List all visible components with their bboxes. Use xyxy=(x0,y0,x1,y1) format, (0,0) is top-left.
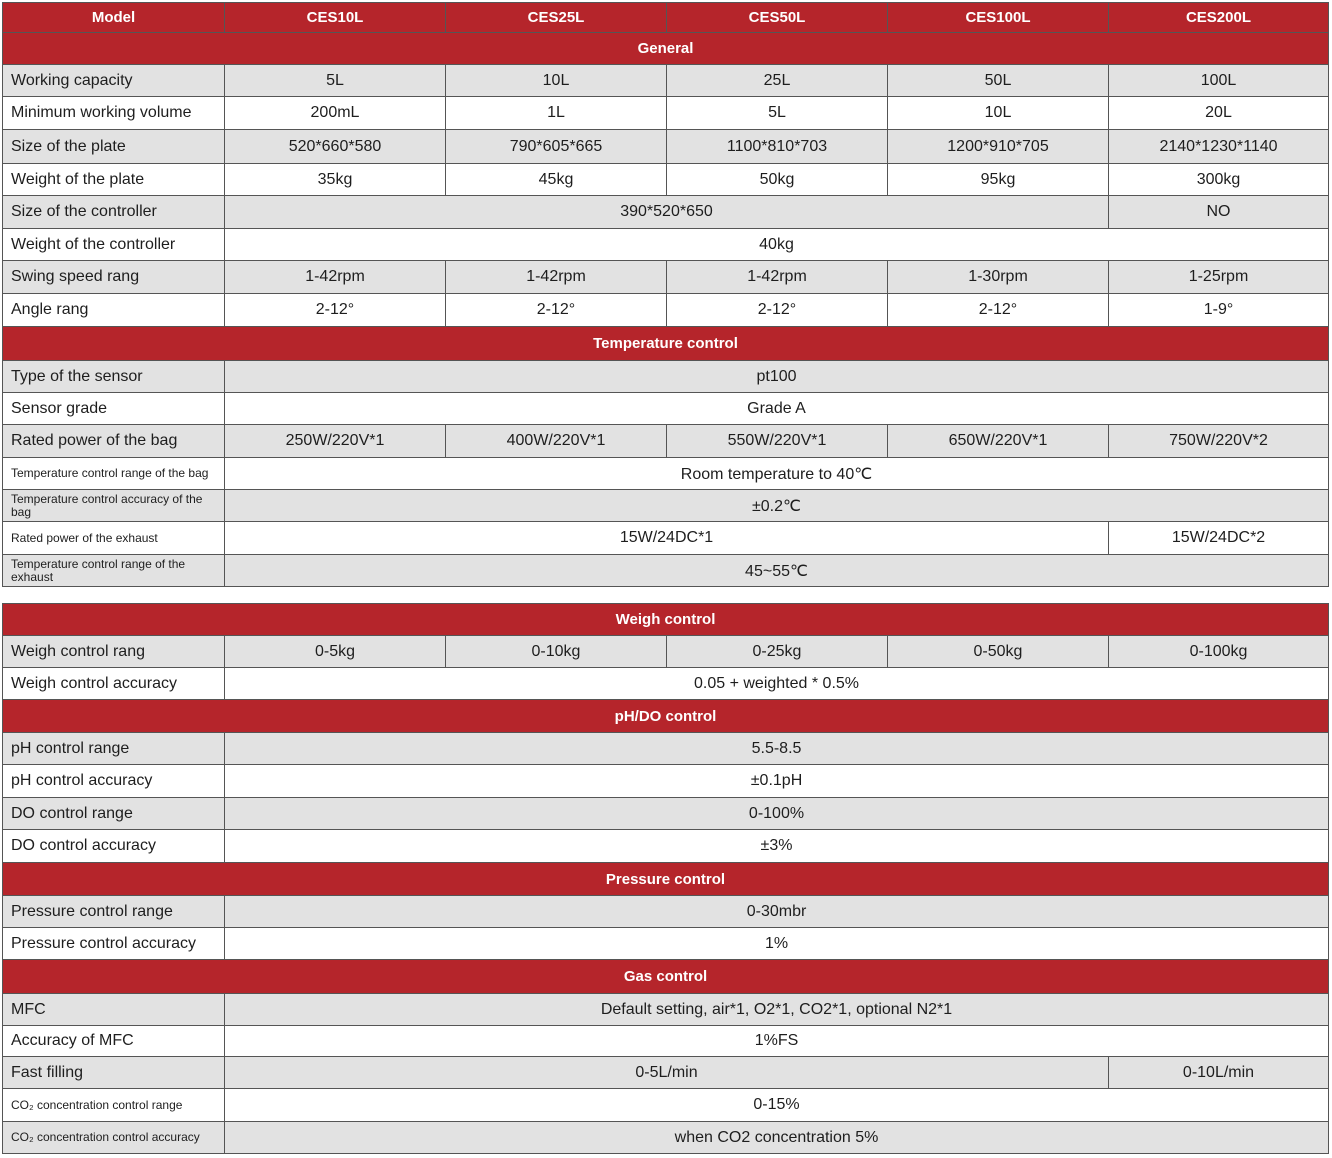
model-header-ces10l: CES10L xyxy=(225,3,446,33)
cell-value: 10L xyxy=(446,65,667,97)
row-label: CO₂ concentration control range xyxy=(3,1089,225,1122)
cell-value: 0-100% xyxy=(225,798,1329,830)
table-row xyxy=(3,196,1329,229)
cell-value: 750W/220V*2 xyxy=(1109,425,1329,458)
row-label: MFC xyxy=(3,994,225,1026)
cell-value: 0-15% xyxy=(225,1089,1329,1122)
cell-value: 20L xyxy=(1109,97,1329,130)
cell-value: NO xyxy=(1109,196,1329,229)
cell-value: 0-10kg xyxy=(446,636,667,668)
cell-value: Default setting, air*1, O2*1, CO2*1, optional N2*1 xyxy=(225,994,1329,1026)
table-row xyxy=(3,668,1329,700)
cell-value: 1-25rpm xyxy=(1109,261,1329,294)
cell-value: 550W/220V*1 xyxy=(667,425,888,458)
cell-value: 1-42rpm xyxy=(667,261,888,294)
table-row xyxy=(3,164,1329,196)
row-label: Minimum working volume xyxy=(3,97,225,130)
cell-value: 2140*1230*1140 xyxy=(1109,130,1329,164)
section-title-phdo: pH/DO control xyxy=(3,700,1329,733)
row-label: CO₂ concentration control accuracy xyxy=(3,1122,225,1154)
section-row xyxy=(3,604,1329,636)
section-row xyxy=(3,863,1329,896)
cell-value: 0-5kg xyxy=(225,636,446,668)
cell-value: 300kg xyxy=(1109,164,1329,196)
row-label: pH control range xyxy=(3,733,225,765)
table-row xyxy=(3,65,1329,97)
table-row xyxy=(3,1057,1329,1089)
spec-table-part-1 xyxy=(2,2,1329,587)
cell-value: 2-12° xyxy=(667,294,888,327)
section-title-temperature: Temperature control xyxy=(3,327,1329,361)
cell-value: 2-12° xyxy=(446,294,667,327)
cell-value: 40kg xyxy=(225,229,1329,261)
table-row xyxy=(3,425,1329,458)
row-label: Fast filling xyxy=(3,1057,225,1089)
table-row xyxy=(3,928,1329,960)
table-row xyxy=(3,522,1329,555)
cell-value: 50kg xyxy=(667,164,888,196)
table-row xyxy=(3,458,1329,490)
cell-value: 2-12° xyxy=(225,294,446,327)
cell-value: 45~55℃ xyxy=(225,555,1329,587)
row-label: pH control accuracy xyxy=(3,765,225,798)
row-label: Weigh control rang xyxy=(3,636,225,668)
row-label: Pressure control range xyxy=(3,896,225,928)
cell-value: 0-30mbr xyxy=(225,896,1329,928)
section-row xyxy=(3,700,1329,733)
cell-value: 5L xyxy=(225,65,446,97)
table-row xyxy=(3,1122,1329,1154)
row-label: Temperature control range of the bag xyxy=(3,458,225,490)
row-label: Temperature control accuracy of the bag xyxy=(3,490,225,522)
row-label: Rated power of the exhaust xyxy=(3,522,225,555)
table-row xyxy=(3,798,1329,830)
row-label: Angle rang xyxy=(3,294,225,327)
table-row xyxy=(3,97,1329,130)
table-row xyxy=(3,1026,1329,1057)
table-row xyxy=(3,490,1329,522)
cell-value: 25L xyxy=(667,65,888,97)
cell-value: 45kg xyxy=(446,164,667,196)
cell-value: 390*520*650 xyxy=(225,196,1109,229)
section-row xyxy=(3,33,1329,65)
model-header-ces50l: CES50L xyxy=(667,3,888,33)
table-row xyxy=(3,229,1329,261)
section-title-gas: Gas control xyxy=(3,960,1329,994)
row-label: Accuracy of MFC xyxy=(3,1026,225,1057)
section-row xyxy=(3,960,1329,994)
cell-value: 15W/24DC*1 xyxy=(225,522,1109,555)
cell-value: ±0.1pH xyxy=(225,765,1329,798)
table-row xyxy=(3,294,1329,327)
cell-value: Room temperature to 40℃ xyxy=(225,458,1329,490)
cell-value: 95kg xyxy=(888,164,1109,196)
row-label: Weight of the plate xyxy=(3,164,225,196)
cell-value: 100L xyxy=(1109,65,1329,97)
row-label: Size of the controller xyxy=(3,196,225,229)
cell-value: 1200*910*705 xyxy=(888,130,1109,164)
cell-value: 790*605*665 xyxy=(446,130,667,164)
cell-value: pt100 xyxy=(225,361,1329,393)
section-title-general: General xyxy=(3,33,1329,65)
cell-value: 10L xyxy=(888,97,1109,130)
row-label: Temperature control range of the exhaust xyxy=(3,555,225,587)
row-label: Pressure control accuracy xyxy=(3,928,225,960)
cell-value: 5L xyxy=(667,97,888,130)
cell-value: 650W/220V*1 xyxy=(888,425,1109,458)
cell-value: 1L xyxy=(446,97,667,130)
model-header-ces100l: CES100L xyxy=(888,3,1109,33)
table-row xyxy=(3,555,1329,587)
cell-value: 400W/220V*1 xyxy=(446,425,667,458)
cell-value: ±3% xyxy=(225,830,1329,863)
table-row xyxy=(3,765,1329,798)
table-row xyxy=(3,130,1329,164)
cell-value: 1-9° xyxy=(1109,294,1329,327)
cell-value: Grade A xyxy=(225,393,1329,425)
cell-value: 50L xyxy=(888,65,1109,97)
table-row xyxy=(3,261,1329,294)
row-label: Rated power of the bag xyxy=(3,425,225,458)
row-label: Weight of the controller xyxy=(3,229,225,261)
cell-value: 1-42rpm xyxy=(225,261,446,294)
table-row xyxy=(3,830,1329,863)
cell-value: 0-25kg xyxy=(667,636,888,668)
cell-value: 0-10L/min xyxy=(1109,1057,1329,1089)
row-label: Size of the plate xyxy=(3,130,225,164)
table-row xyxy=(3,896,1329,928)
model-header-ces25l: CES25L xyxy=(446,3,667,33)
spec-table-part-2 xyxy=(2,603,1329,1154)
row-label: Swing speed rang xyxy=(3,261,225,294)
row-label: Type of the sensor xyxy=(3,361,225,393)
cell-value: 15W/24DC*2 xyxy=(1109,522,1329,555)
cell-value: 0-5L/min xyxy=(225,1057,1109,1089)
table-row xyxy=(3,636,1329,668)
cell-value: 2-12° xyxy=(888,294,1109,327)
cell-value: when CO2 concentration 5% xyxy=(225,1122,1329,1154)
cell-value: 0-50kg xyxy=(888,636,1109,668)
cell-value: 520*660*580 xyxy=(225,130,446,164)
table-row xyxy=(3,994,1329,1026)
cell-value: 1100*810*703 xyxy=(667,130,888,164)
cell-value: 1% xyxy=(225,928,1329,960)
cell-value: 250W/220V*1 xyxy=(225,425,446,458)
section-title-pressure: Pressure control xyxy=(3,863,1329,896)
cell-value: 1-42rpm xyxy=(446,261,667,294)
cell-value: 35kg xyxy=(225,164,446,196)
table-row xyxy=(3,1089,1329,1122)
cell-value: 0.05 + weighted * 0.5% xyxy=(225,668,1329,700)
cell-value: 5.5-8.5 xyxy=(225,733,1329,765)
model-header-label: Model xyxy=(3,3,225,33)
row-label: DO control range xyxy=(3,798,225,830)
cell-value: 0-100kg xyxy=(1109,636,1329,668)
model-header-ces200l: CES200L xyxy=(1109,3,1329,33)
row-label: Weigh control accuracy xyxy=(3,668,225,700)
row-label: Working capacity xyxy=(3,65,225,97)
cell-value: 1-30rpm xyxy=(888,261,1109,294)
cell-value: 200mL xyxy=(225,97,446,130)
table-row xyxy=(3,733,1329,765)
row-label: Sensor grade xyxy=(3,393,225,425)
section-row xyxy=(3,327,1329,361)
table-row xyxy=(3,393,1329,425)
table-row xyxy=(3,361,1329,393)
cell-value: 1%FS xyxy=(225,1026,1329,1057)
cell-value: ±0.2℃ xyxy=(225,490,1329,522)
section-title-weigh: Weigh control xyxy=(3,604,1329,636)
row-label: DO control accuracy xyxy=(3,830,225,863)
model-header-row xyxy=(3,3,1329,33)
